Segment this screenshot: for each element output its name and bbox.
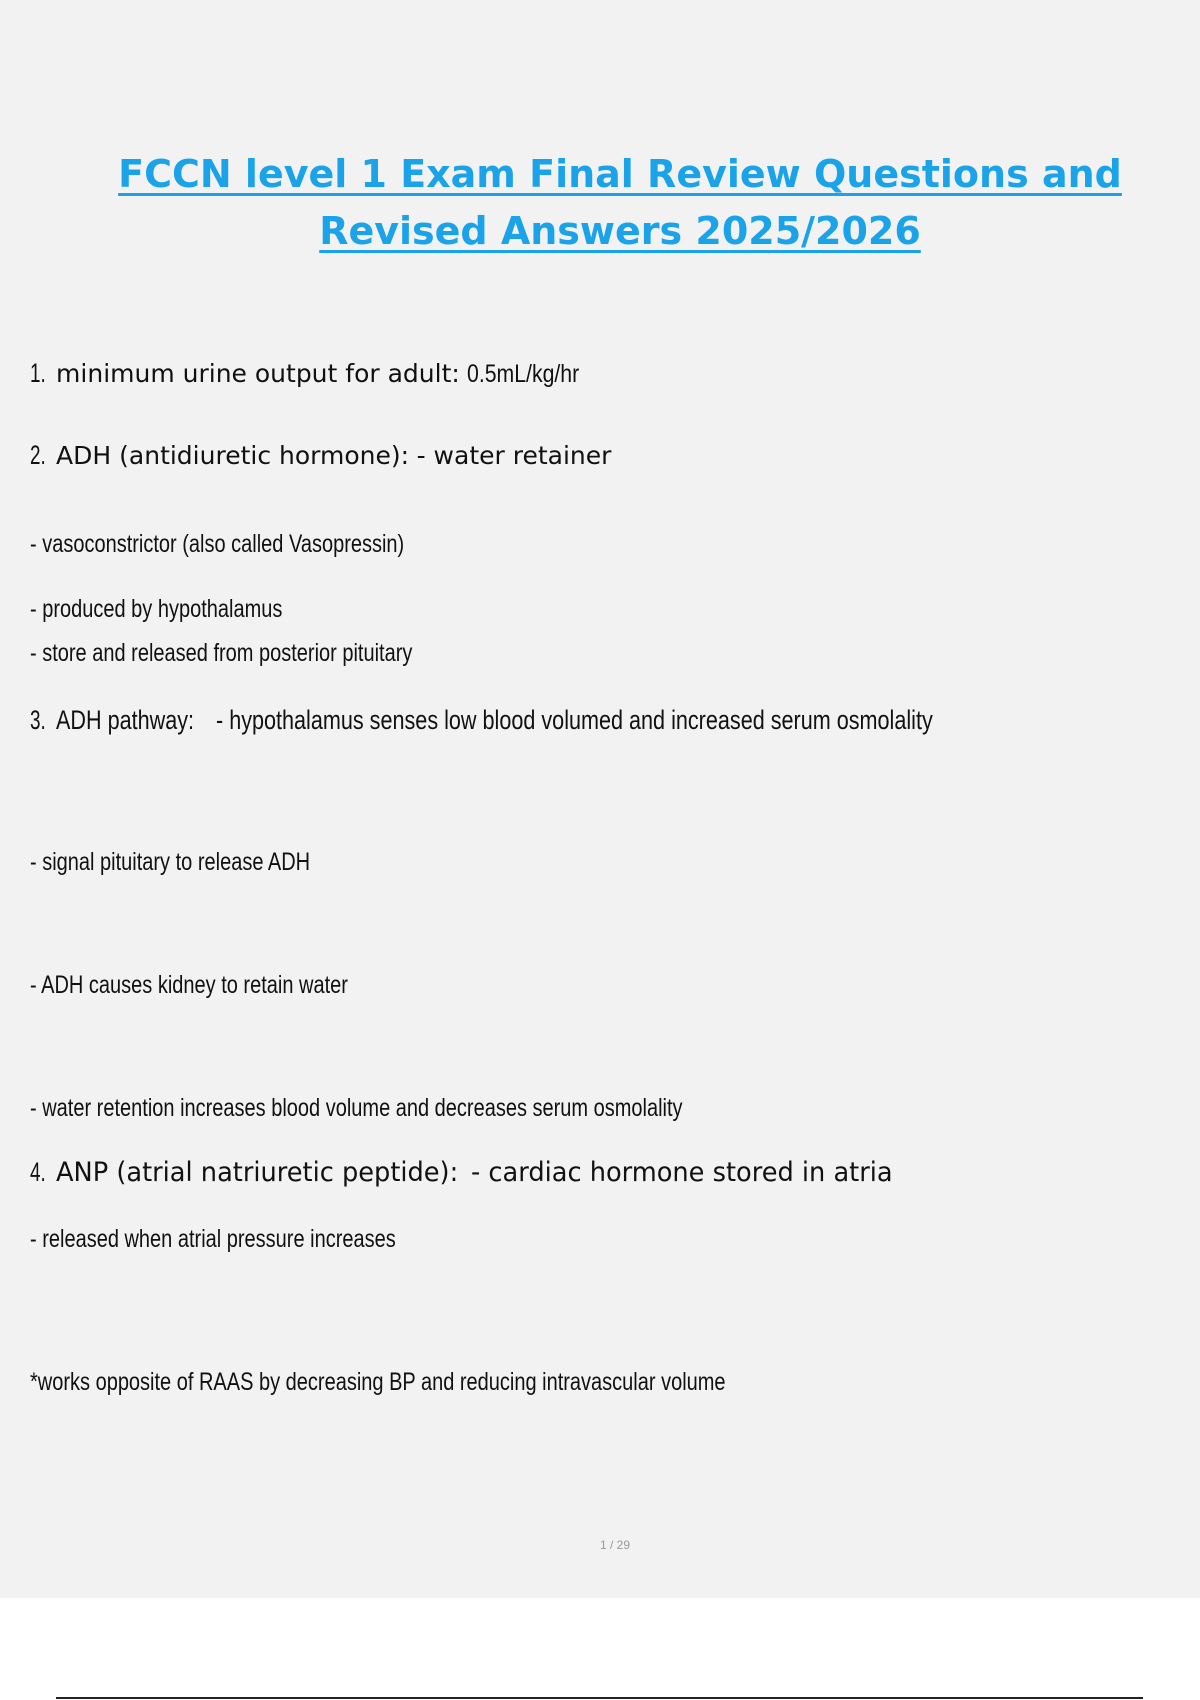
question-answer: 0.5mL/kg/hr — [467, 360, 580, 388]
question-number: 4. — [30, 1157, 46, 1187]
question-answer: - cardiac hormone stored in atria — [470, 1157, 893, 1188]
question-heading: minimum urine output for adult: — [56, 359, 460, 388]
question-answer: - hypothalamus senses low blood volumed and increased serum osmolality — [216, 705, 933, 735]
question-heading: ANP (atrial natriuretic peptide): — [56, 1157, 459, 1188]
divider-line — [56, 1697, 1143, 1699]
answer-detail: - vasoconstrictor (also called Vasopressin) — [30, 530, 405, 558]
question-4 — [30, 1157, 915, 1188]
answer-detail: - ADH causes kidney to retain water — [30, 971, 348, 999]
answer-note: *works opposite of RAAS by decreasing BP and reducing intravascular volume — [30, 1368, 726, 1396]
question-answer: - water retainer — [416, 441, 612, 470]
question-heading: ADH pathway: — [56, 705, 195, 735]
answer-detail: - produced by hypothalamus — [30, 595, 283, 623]
question-heading: ADH (antidiuretic hormone): — [56, 441, 410, 470]
answer-detail: - released when atrial pressure increases — [30, 1225, 396, 1253]
page-number: 1 / 29 — [599, 1538, 631, 1552]
answer-detail: - store and released from posterior pituitary — [30, 639, 413, 667]
question-2 — [30, 440, 611, 471]
question-1 — [30, 358, 599, 389]
question-number: 3. — [30, 705, 46, 735]
title-line-1: FCCN level 1 Exam Final Review Questions and — [118, 152, 1122, 196]
question-number: 1. — [30, 358, 46, 388]
question-number: 2. — [30, 440, 46, 470]
answer-detail: - signal pituitary to release ADH — [30, 848, 311, 876]
document-title — [40, 146, 1200, 260]
title-line-2: Revised Answers 2025/2026 — [319, 209, 921, 253]
answer-detail: - water retention increases blood volume and decreases serum osmolality — [30, 1094, 683, 1122]
question-3 — [30, 705, 1112, 736]
